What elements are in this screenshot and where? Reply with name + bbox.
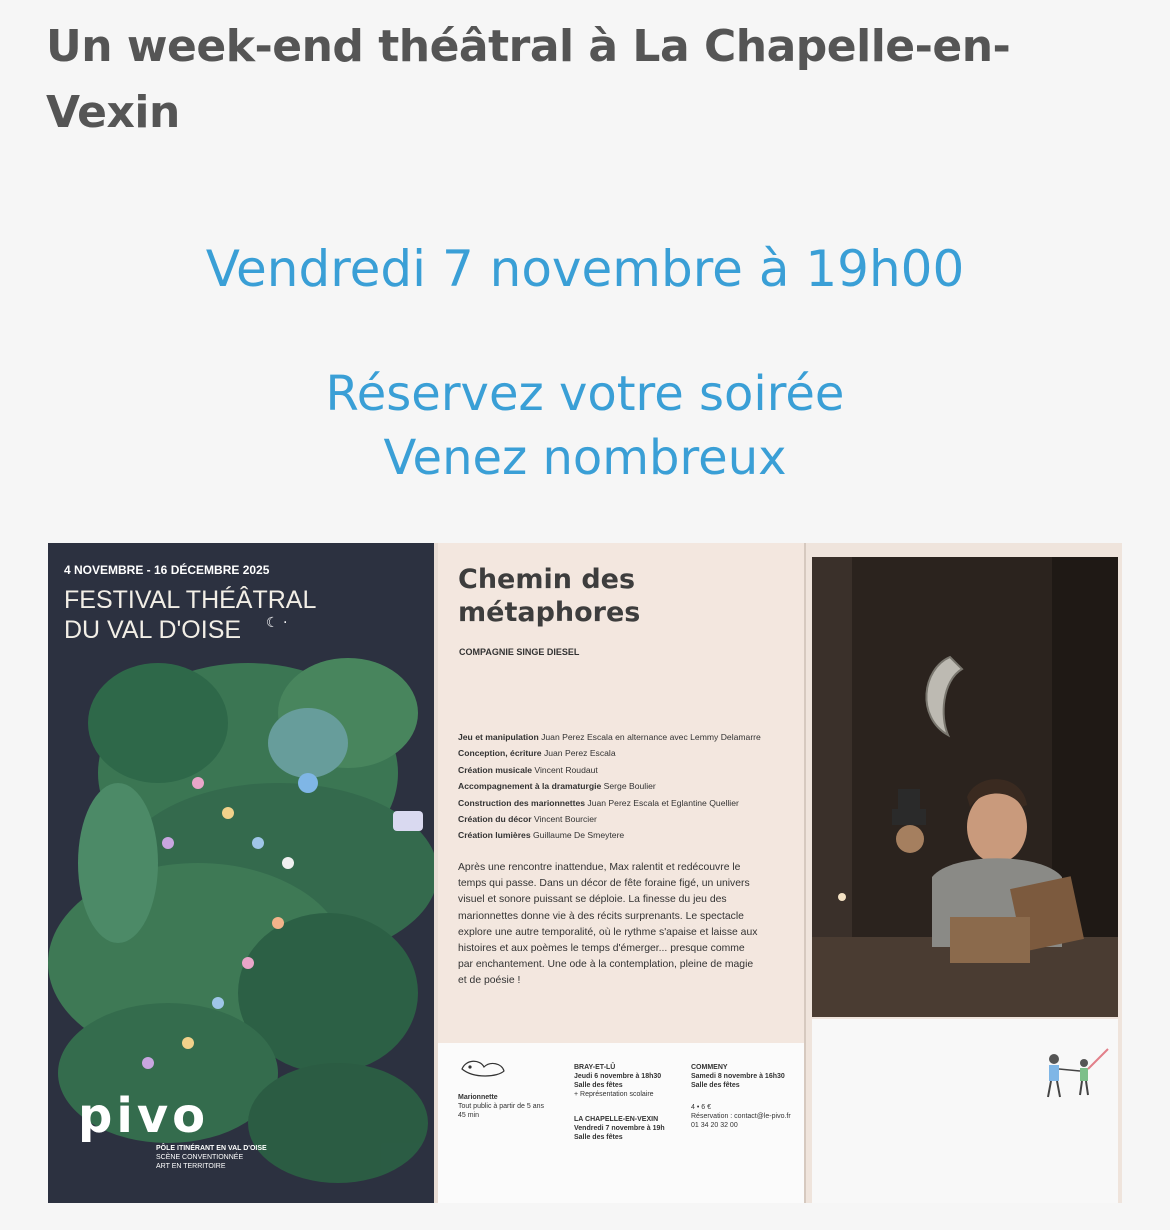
cta-come: Venez nombreux [383, 430, 787, 486]
booking-info [691, 1103, 791, 1130]
show-info-band [438, 1043, 806, 1203]
phone-number: 01 34 20 32 00 [691, 1122, 738, 1129]
moon-icon: ☾ · [266, 615, 288, 631]
photo-page-footer [812, 1019, 1118, 1203]
walking-figures-icon [1032, 1043, 1112, 1103]
puppet-icon [458, 1057, 508, 1081]
pole-line2: SCÈNE CONVENTIONNÉE [156, 1154, 244, 1161]
credits-list [458, 729, 798, 844]
venue-commeny: COMMENY Samedi 8 novembre à 16h30 Salle des fêtes [691, 1064, 785, 1089]
reservation-contact: Réservation : contact@le-pivo.fr [691, 1113, 791, 1120]
flyer-image[interactable] [48, 543, 1122, 1203]
pivo-subtitle [156, 1144, 356, 1171]
credit-row: Accompagnement à la dramaturgie Serge Boulier [458, 781, 656, 792]
credit-row: Création lumières Guillaume De Smeytere [458, 830, 625, 841]
venue-chapelle: LA CHAPELLE-EN-VEXIN Vendredi 7 novembre à 19h Salle des fêtes [574, 1116, 665, 1141]
pole-line1: PÔLE ITINÉRANT EN VAL D'OISE [156, 1145, 267, 1152]
show-title-line2: métaphores [458, 597, 641, 628]
company-name: COMPAGNIE SINGE DIESEL [459, 647, 580, 657]
credit-row: Création musicale Vincent Roudaut [458, 764, 598, 775]
credit-row: Conception, écriture Juan Perez Escala [458, 748, 616, 759]
show-description: Après une rencontre inattendue, Max ralentit et redécouvre le temps qui passe. Dans un décor de fête foraine figé, un univers visuel et sonore puissant se déploie. La finesse du jeu des marionnettes donne vie à des récits surprenants. Le spectacle explore une autre temporalité, où le rythme s'apaise et laisse aux histoires et aux poèmes le temps d'émerger... presque comme par enchantement. Une ode à la contemplation, pleine de magie et de poésie ! [458, 862, 758, 987]
credit-row: Construction des marionnettes Juan Perez Escala et Eglantine Quellier [458, 797, 739, 808]
venue-bray: BRAY-ET-LÛ Jeudi 6 novembre à 18h30 Salle des fêtes + Représentation scolaire [574, 1064, 662, 1098]
photo-page [806, 543, 1122, 1203]
festival-name [64, 585, 394, 645]
festival-name-line2: DU VAL D'OISE [64, 616, 242, 644]
show-title-line1: Chemin des [458, 564, 636, 595]
pole-line3: ART EN TERRITOIRE [156, 1163, 226, 1170]
festival-cover [48, 543, 435, 1203]
genre-block [458, 1093, 544, 1120]
show-photo [812, 557, 1118, 1017]
price: 4 • 6 € [691, 1104, 711, 1111]
show-page [438, 543, 806, 1203]
cta-reserve: Réservez votre soirée [325, 366, 845, 422]
puppeteer-photo-illustration [812, 557, 1118, 1017]
genre: Marionnette [458, 1094, 498, 1101]
credit-row: Création du décor Vincent Bourcier [458, 814, 597, 825]
post-title: Un week-end théâtral à La Chapelle-en-Vexin [46, 21, 1011, 138]
duration: 45 min [458, 1112, 480, 1119]
pivo-logo: pivo [78, 1088, 210, 1144]
audience: Tout public à partir de 5 ans [458, 1103, 544, 1110]
show-title [458, 563, 718, 629]
festival-dates: 4 NOVEMBRE - 16 DÉCEMBRE 2025 [64, 563, 270, 577]
event-date: Vendredi 7 novembre à 19h00 [205, 240, 965, 298]
credit-row: Jeu et manipulation Juan Perez Escala en alternance avec Lemmy Delamarre [458, 732, 761, 742]
festival-name-line1: FESTIVAL THÉÂTRAL [64, 586, 317, 614]
